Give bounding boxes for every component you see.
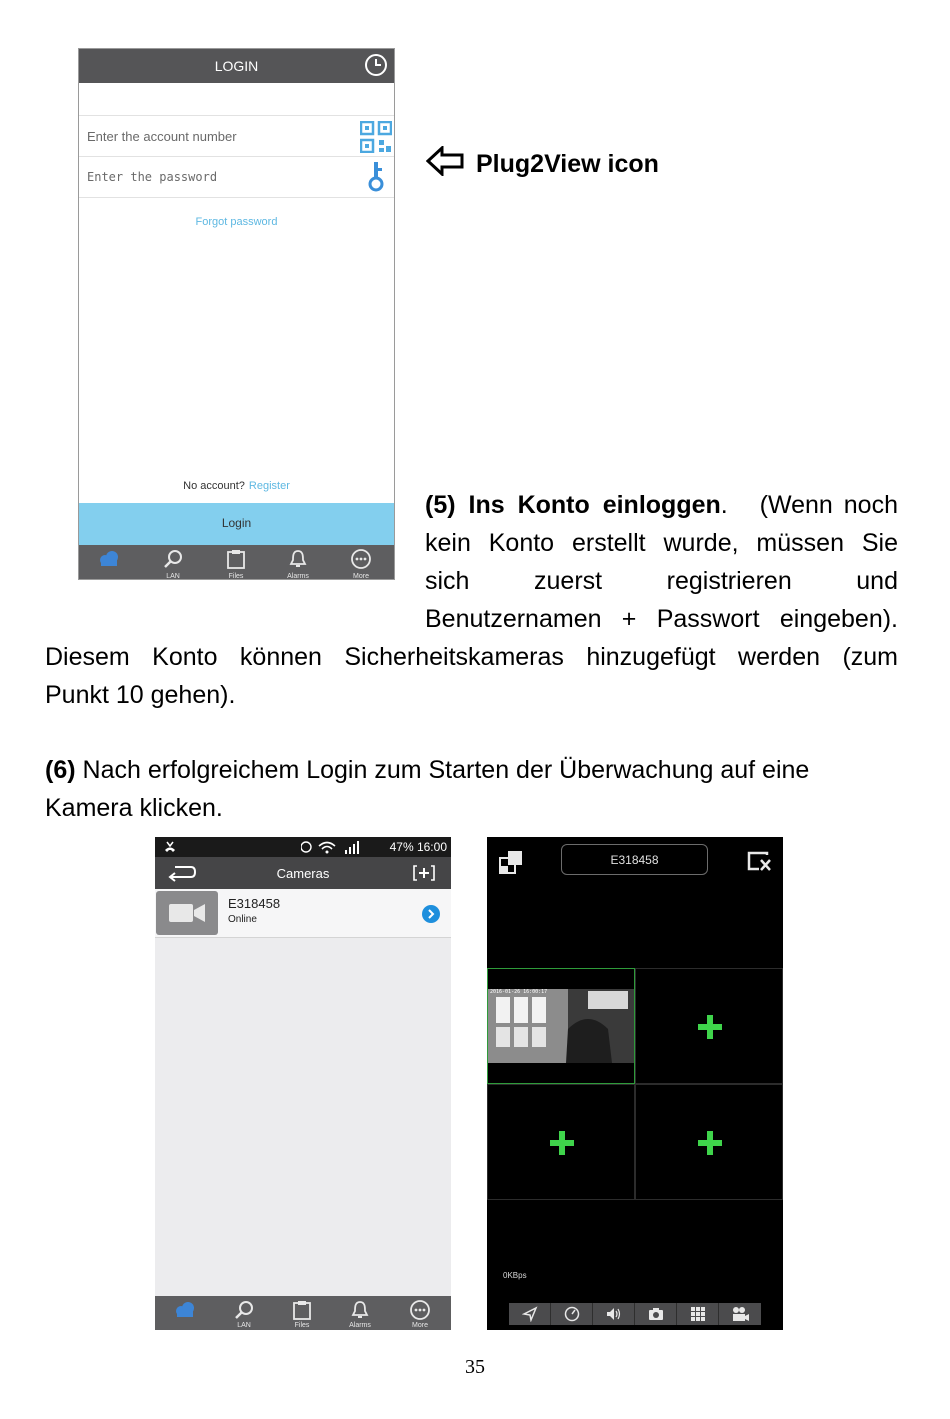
camera-feed-image <box>488 969 634 1083</box>
nav-alarms[interactable] <box>268 545 328 580</box>
cam-nav-files-label: Files <box>294 1322 310 1329</box>
plug2view-label: Plug2View icon <box>476 150 659 178</box>
bell-icon <box>287 548 309 570</box>
step5-block-continued <box>45 638 898 714</box>
nav-home[interactable] <box>79 545 139 580</box>
step5-text-2: kein Konto erstellt wurde, müssen Sie <box>425 529 898 557</box>
cameras-bottom-nav <box>155 1296 451 1330</box>
cameras-screen <box>155 837 451 1330</box>
camera-thumbnail <box>156 891 218 935</box>
cam-nav-alarms-label: Alarms <box>349 1322 371 1329</box>
nav-more[interactable] <box>331 545 391 580</box>
login-button-label: Login <box>221 516 252 530</box>
live-device-name: E318458 <box>610 853 659 867</box>
layout-switch-icon[interactable] <box>498 849 524 875</box>
no-account-text: No account? <box>183 480 245 492</box>
record-button[interactable] <box>719 1303 761 1325</box>
cam-nav-more-label: More <box>412 1322 428 1329</box>
account-placeholder: Enter the account number <box>87 129 237 144</box>
ptz-icon <box>522 1306 538 1322</box>
nav-lan-label: LAN <box>166 573 180 580</box>
left-arrow-icon <box>426 146 464 176</box>
step5-text-1: (Wenn noch <box>759 491 898 519</box>
video-cell-4[interactable] <box>635 1084 783 1200</box>
nav-files-label: Files <box>228 573 244 580</box>
cam-nav-lan[interactable] <box>214 1296 274 1330</box>
search-icon <box>233 1299 255 1321</box>
call-icon <box>163 840 177 854</box>
password-placeholder: Enter the password <box>87 170 218 184</box>
login-button[interactable] <box>79 503 394 545</box>
login-top-bar <box>79 49 394 83</box>
cam-nav-home[interactable] <box>155 1296 215 1330</box>
device-name-box[interactable] <box>561 844 708 875</box>
login-spacer <box>79 83 394 116</box>
step5-text-6: Punkt 10 gehen). <box>45 681 236 709</box>
nav-more-label: More <box>353 573 369 580</box>
step6-text-2: Kamera klicken. <box>45 794 223 822</box>
camera-list-item[interactable] <box>155 889 451 938</box>
no-account-line <box>79 480 394 492</box>
nav-lan[interactable] <box>143 545 203 580</box>
step5-text-4: Benutzernamen + Passwort eingeben). <box>425 605 898 633</box>
video-camera-icon <box>167 901 207 925</box>
bitrate-readout: 0KBps <box>503 1271 527 1280</box>
page-number: 35 <box>465 1356 485 1378</box>
battery-time: 47% 16:00 <box>389 840 447 854</box>
close-window-icon[interactable] <box>747 851 773 873</box>
cameras-title: Cameras <box>276 866 330 881</box>
files-icon <box>225 548 247 570</box>
step6-block <box>45 751 925 827</box>
login-bottom-nav <box>79 545 394 580</box>
clock-icon[interactable] <box>364 53 388 77</box>
snapshot-button[interactable] <box>635 1303 677 1325</box>
nav-alarms-label: Alarms <box>287 573 309 580</box>
more-icon <box>350 548 372 570</box>
register-link[interactable]: Register <box>248 480 290 492</box>
step6-number: (6) <box>45 756 76 784</box>
chevron-right-icon[interactable] <box>422 905 440 923</box>
video-timestamp: 2016-01-26 16:00:17 <box>490 989 548 995</box>
add-camera-icon[interactable] <box>697 1014 723 1040</box>
add-camera-icon[interactable] <box>697 1130 723 1156</box>
login-screen <box>78 48 395 580</box>
cam-nav-more[interactable] <box>390 1296 450 1330</box>
search-icon <box>162 548 184 570</box>
step5-text-5: Diesem Konto können Sicherheitskameras hinzugefügt werden (zum <box>45 643 898 671</box>
forgot-password-link[interactable]: Forgot password <box>195 216 278 228</box>
account-field[interactable] <box>79 116 394 157</box>
step5-heading <box>425 486 728 524</box>
cameras-header <box>155 857 451 889</box>
ptz-button[interactable] <box>509 1303 551 1325</box>
audio-button[interactable] <box>593 1303 635 1325</box>
wifi-signal-icon <box>301 840 359 854</box>
cam-nav-alarms[interactable] <box>330 1296 390 1330</box>
speaker-icon <box>606 1306 622 1322</box>
step5-heading-text: (5) Ins Konto einloggen <box>425 491 721 519</box>
step5-text-3: sich zuerst registrieren und <box>425 567 898 595</box>
add-device-icon[interactable] <box>413 864 435 882</box>
step5-heading-dot: . <box>720 491 728 519</box>
nav-files[interactable] <box>206 545 266 580</box>
bell-icon <box>349 1299 371 1321</box>
speed-button[interactable] <box>551 1303 593 1325</box>
camera-name: E318458 <box>228 896 281 911</box>
password-field[interactable] <box>79 157 394 198</box>
add-camera-icon[interactable] <box>549 1130 575 1156</box>
camera-status: Online <box>228 914 257 925</box>
qr-code-icon[interactable] <box>360 121 392 153</box>
step5-block <box>425 486 898 638</box>
speedometer-icon <box>564 1306 580 1322</box>
video-record-icon <box>732 1306 750 1322</box>
login-title: LOGIN <box>214 58 259 74</box>
files-icon <box>291 1299 313 1321</box>
step6-line-1 <box>45 751 925 789</box>
grid-button[interactable] <box>677 1303 719 1325</box>
cam-nav-files[interactable] <box>272 1296 332 1330</box>
live-view-screen <box>487 837 783 1330</box>
camera-icon <box>648 1306 664 1322</box>
step5-line-1 <box>425 486 898 524</box>
video-cell-1[interactable] <box>487 968 635 1084</box>
cloud-devices-icon <box>98 548 120 570</box>
grid-icon <box>690 1306 706 1322</box>
video-cell-2[interactable] <box>635 968 783 1084</box>
cloud-devices-icon <box>174 1299 196 1321</box>
status-bar <box>155 837 451 857</box>
live-toolbar <box>509 1303 761 1325</box>
cam-nav-lan-label: LAN <box>237 1322 251 1329</box>
video-cell-3[interactable] <box>487 1084 635 1200</box>
key-icon <box>366 160 386 192</box>
step6-text: Nach erfolgreichem Login zum Starten der Überwachung auf eine <box>82 756 810 784</box>
more-icon <box>409 1299 431 1321</box>
